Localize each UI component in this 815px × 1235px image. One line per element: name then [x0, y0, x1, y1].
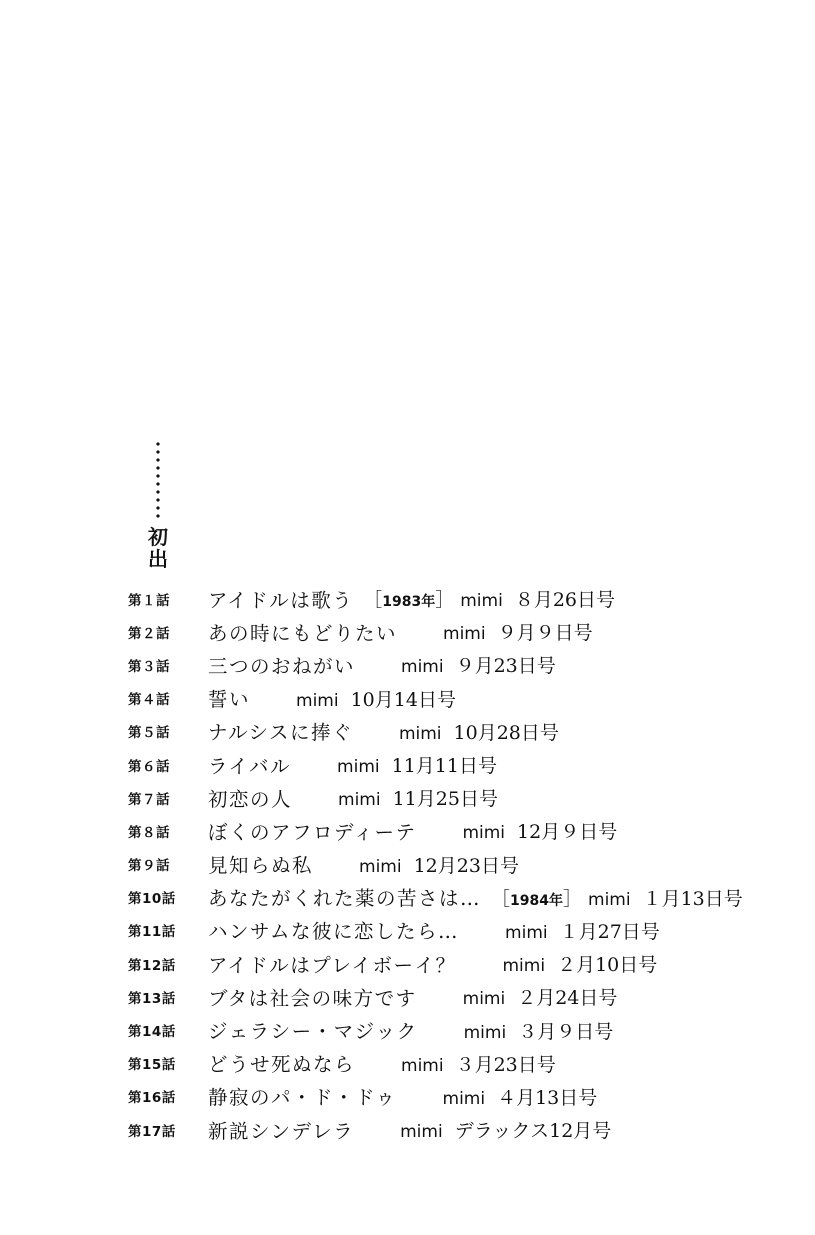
magazine-name: mimi	[502, 956, 546, 977]
magazine-name: mimi	[463, 1022, 507, 1043]
source	[463, 983, 618, 1010]
list-item	[128, 881, 743, 914]
magazine-name: mimi	[443, 624, 486, 645]
issue-date: ３月23日号	[455, 1053, 556, 1076]
episode-title: 誓い	[208, 688, 251, 712]
magazine-name: mimi	[398, 723, 442, 744]
episode-number: 第11話	[128, 924, 176, 941]
issue-date: ８月26日号	[514, 589, 616, 612]
issue-date: ２月10日号	[557, 954, 658, 977]
source	[464, 1017, 614, 1044]
list-item	[128, 582, 743, 615]
episode-number: 第４話	[128, 692, 170, 709]
episode-title: ブタは社会の味方です	[208, 986, 417, 1010]
episode-number: 第３話	[128, 658, 170, 675]
magazine-name: mimi	[337, 757, 380, 778]
episode-title: あの時にもどりたい	[208, 621, 398, 645]
episode-number: 第７話	[128, 791, 170, 808]
source	[359, 851, 519, 878]
issue-date: 10月14日号	[350, 688, 456, 711]
year-label: ［1984年］	[491, 887, 583, 910]
episode-number: 第９話	[128, 858, 170, 875]
list-item	[128, 980, 743, 1013]
source	[400, 1116, 611, 1143]
issue-date: ９月23日号	[455, 655, 556, 678]
issue-date: １月27日号	[559, 920, 660, 943]
magazine-name: mimi	[400, 1122, 443, 1143]
episode-title: アイドルは歌う	[208, 588, 354, 612]
magazine-name: mimi	[462, 989, 506, 1010]
episode-title: アイドルはプレイボーイ？	[208, 953, 457, 977]
episode-title: ジェラシー・マジック	[208, 1020, 418, 1044]
source	[588, 884, 743, 911]
issue-date: 12月23日号	[413, 854, 519, 877]
episode-title: どうせ死ぬなら	[208, 1053, 356, 1077]
episode-number: 第14話	[128, 1024, 176, 1041]
publication-list	[128, 582, 743, 1146]
episode-title: ライバル	[208, 754, 292, 778]
source	[401, 1050, 556, 1077]
list-item	[128, 715, 743, 748]
source	[462, 817, 617, 844]
episode-title: 初恋の人	[208, 787, 293, 811]
episode-title: ぼくのアフロディーテ	[208, 820, 417, 844]
list-item	[128, 1080, 743, 1113]
episode-title: ナルシスに捧ぐ	[208, 721, 353, 745]
list-item	[128, 914, 743, 947]
episode-number: 第16話	[128, 1090, 176, 1107]
episode-number: 第12話	[128, 957, 176, 974]
source	[401, 651, 556, 678]
episode-number: 第10話	[128, 891, 176, 908]
list-item	[128, 615, 743, 648]
magazine-name: mimi	[442, 1088, 486, 1109]
episode-title: ハンサムな彼に恋したら…	[208, 920, 460, 944]
list-item	[128, 1113, 743, 1146]
issue-date: ３月９日号	[518, 1020, 614, 1043]
source	[443, 1083, 598, 1110]
issue-date: デラックス12月号	[454, 1120, 612, 1143]
issue-date: 12月９日号	[517, 821, 618, 844]
list-item	[128, 848, 743, 881]
list-item	[128, 648, 743, 681]
issue-date: ４月13日号	[497, 1086, 598, 1109]
issue-date: 11月25日号	[392, 788, 498, 811]
magazine-name: mimi	[401, 657, 444, 678]
heading-title: 初出	[148, 525, 168, 571]
dotted-leader	[156, 440, 160, 522]
source	[399, 718, 559, 745]
magazine-name: mimi	[338, 790, 381, 811]
magazine-name: mimi	[460, 591, 503, 612]
list-item	[128, 682, 743, 715]
magazine-name: mimi	[462, 823, 506, 844]
list-item	[128, 814, 743, 847]
source	[503, 950, 658, 977]
list-item	[128, 1047, 743, 1080]
episode-number: 第13話	[128, 990, 176, 1007]
episode-number: 第５話	[128, 725, 170, 742]
list-item	[128, 781, 743, 814]
magazine-name: mimi	[588, 889, 631, 910]
section-heading	[146, 440, 170, 570]
magazine-name: mimi	[401, 1055, 444, 1076]
magazine-name: mimi	[505, 922, 548, 943]
episode-title: 静寂のパ・ド・ドゥ	[208, 1086, 397, 1110]
issue-date: 11月11日号	[391, 755, 497, 778]
episode-title: あなたがくれた薬の苦さは…	[208, 887, 482, 911]
episode-number: 第15話	[128, 1057, 176, 1074]
episode-title: 三つのおねがい	[208, 654, 356, 678]
source	[337, 751, 497, 778]
source	[443, 618, 593, 645]
issue-date: ９月９日号	[497, 622, 593, 645]
list-item	[128, 748, 743, 781]
episode-title: 見知らぬ私	[208, 854, 314, 878]
list-item	[128, 947, 743, 980]
magazine-name: mimi	[359, 856, 402, 877]
source	[505, 917, 660, 944]
episode-number: 第８話	[128, 824, 170, 841]
episode-number: 第１話	[128, 592, 170, 609]
year-label: ［1983年］	[363, 589, 455, 612]
issue-date: 10月28日号	[453, 721, 559, 744]
list-item	[128, 1013, 743, 1046]
issue-date: ２月24日号	[517, 987, 618, 1010]
episode-number: 第６話	[128, 758, 170, 775]
source	[338, 784, 498, 811]
issue-date: １月13日号	[642, 887, 743, 910]
source	[460, 585, 615, 612]
magazine-name: mimi	[296, 690, 339, 711]
episode-number: 第２話	[128, 625, 170, 642]
episode-title: 新説シンデレラ	[208, 1119, 355, 1143]
episode-number: 第17話	[128, 1123, 176, 1140]
source	[296, 685, 456, 712]
